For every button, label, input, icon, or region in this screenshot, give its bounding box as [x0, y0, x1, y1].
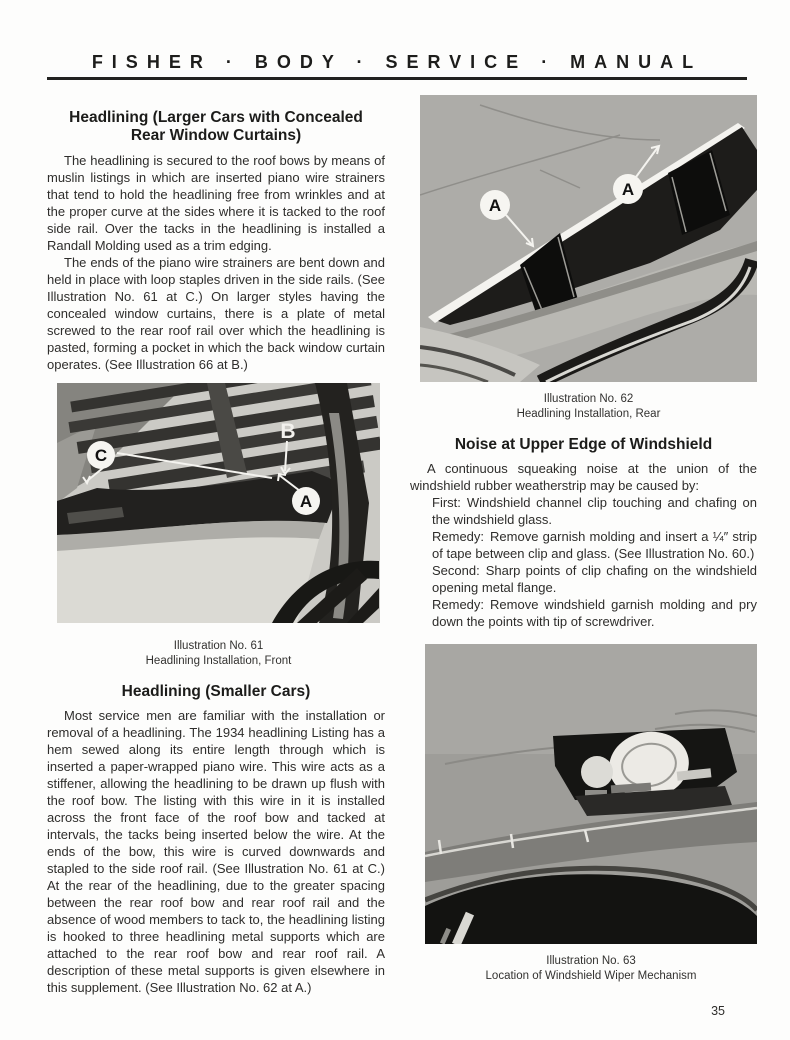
svg-text:A: A	[488, 196, 502, 215]
item-text: Windshield channel clip touching and chafing on the windshield glass.	[432, 495, 757, 528]
svg-text:A: A	[299, 491, 313, 511]
page-number: 35	[711, 1003, 725, 1018]
remedy-item	[432, 562, 757, 596]
item-text: Sharp points of clip chafing on the windshield opening metal flange.	[432, 563, 757, 596]
figure-illustration-61	[57, 383, 380, 669]
caption-line-2: Location of Windshield Wiper Mechanism	[485, 970, 697, 983]
figure-illustration-63	[425, 644, 757, 984]
callout-A1	[480, 190, 510, 220]
item-text: Remove windshield garnish molding and pry down the points with tip of screwdriver.	[432, 597, 757, 630]
caption-line-2: Headlining Installation, Front	[145, 654, 292, 667]
right-column	[410, 95, 757, 996]
item-label: Second:	[432, 563, 480, 579]
svg-text:C: C	[94, 445, 108, 465]
figure-61-caption	[57, 639, 380, 669]
callout-A	[292, 487, 320, 515]
item-label: First:	[432, 495, 461, 511]
callout-A2	[613, 174, 643, 204]
caption-line-1: Illustration No. 63	[546, 955, 636, 968]
caption-line-1: Illustration No. 62	[543, 393, 634, 405]
remedy-item	[432, 596, 757, 630]
caption-line-1: Illustration No. 61	[173, 639, 264, 652]
masthead-rule	[47, 77, 747, 80]
paragraph: A continuous squeaking noise at the union of the windshield rubber weatherstrip may be caused by:	[410, 461, 757, 494]
photo-headlining-front	[57, 383, 380, 623]
paragraph: Most service men are familiar with the installation or removal of a headlining. The 1934 headlining Listing has a hem sewed along its entire length through which is inserted a paper-wrapped piano wire. This wire acts as a stiffener, allowing the headlining to be drawn up flush with the roof bow. The listing with this wire in it is installed across the front face of the roof bow and tacked at intervals, the tacks being inserted below the wire. At the ends of the bow, this wire is curved downwards and stapled to the side roof rail. (See Illustration No. 61 at C.) At the rear of the headlining, due to the greater spacing between the rear roof bow and rear roof rail and the absence of wood members to tack to, the headlining listing is hooked to three headlining metal supports which are attached to the rear roof bow and rear roof rail. A description of these metal supports is given elsewhere in this supplement. (See Illustration No. 62 at A.)	[47, 707, 385, 995]
photo-headlining-rear	[420, 95, 757, 382]
item-label: Remedy:	[432, 529, 485, 545]
paragraph: The headlining is secured to the roof bows by means of muslin listings in which are inserted piano wire strainers that tend to hold the headlining free from wrinkles and at the proper curve at the sides where it is tacked to the roof side rail. Over the tacks in the headlining is installed a Randall Molding used as a trim edging.	[47, 152, 385, 253]
windshield-glass	[57, 537, 319, 623]
callout-C	[87, 441, 115, 469]
heading-line-2: Rear Window Curtains)	[130, 127, 302, 145]
callout-B	[280, 420, 295, 443]
heading-smaller-cars: Headlining (Smaller Cars)	[121, 682, 311, 700]
figure-62-caption	[420, 392, 757, 422]
two-column-layout	[47, 95, 757, 996]
svg-text:A: A	[621, 180, 635, 199]
item-label: Remedy:	[432, 597, 485, 613]
paragraph: The ends of the piano wire strainers are bent down and held in place with loop staples driven in the side rails. (See Illustration No. 61 at C.) On larger styles having the concealed window curtains, there is a plate of metal screwed to the rear roof rail over which the headlining is pasted, forming a pocket in which the back window curtain operates. (See Illustration 66 at B.)	[47, 254, 385, 372]
photo-wiper-mechanism	[425, 644, 757, 944]
page-title: FISHER · BODY · SERVICE · MANUAL	[91, 52, 703, 72]
caption-line-2: Headlining Installation, Rear	[516, 408, 661, 420]
left-column	[47, 95, 385, 996]
figure-illustration-62	[420, 95, 757, 422]
heading-windshield-noise: Noise at Upper Edge of Windshield	[454, 436, 713, 453]
remedy-item	[432, 494, 757, 528]
svg-text:B: B	[280, 419, 296, 443]
remedy-item	[432, 528, 757, 562]
figure-63-caption	[425, 954, 757, 984]
heading-larger-cars	[47, 109, 385, 146]
heading-line-1: Headlining (Larger Cars with Concealed	[69, 109, 363, 126]
item-text: Remove garnish molding and insert a ¼″ strip of tape between clip and glass. (See Illustration No. 60.)	[432, 529, 757, 562]
